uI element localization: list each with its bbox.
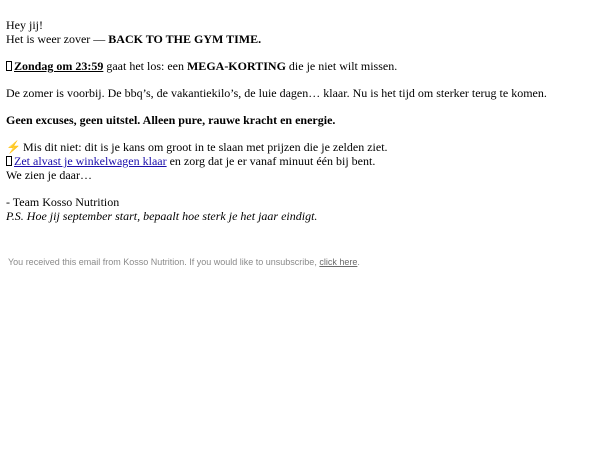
see-you: We zien je daar… xyxy=(6,168,92,182)
signature: - Team Kosso Nutrition xyxy=(6,195,120,209)
summer-text: De zomer is voorbij. De bbq’s, de vakantiekilo’s, de luie dagen… klaar. Nu is het tijd om sterker terug te komen. xyxy=(6,86,547,100)
lightning-icon: ⚡ xyxy=(6,140,21,154)
intro-bold: BACK TO THE GYM TIME. xyxy=(108,32,262,46)
intro-line xyxy=(6,32,594,46)
deadline-day: Zondag om 23:59 xyxy=(14,59,104,73)
postscript xyxy=(6,209,594,223)
email-body xyxy=(6,18,594,223)
missing-glyph-icon xyxy=(6,156,12,166)
deadline-line xyxy=(6,59,594,73)
greeting: Hey jij! xyxy=(6,18,43,32)
no-excuses-text: Geen excuses, geen uitstel. Alleen pure, rauwe kracht en energie. xyxy=(6,113,336,127)
unsubscribe-link[interactable]: click here xyxy=(319,257,358,267)
intro-prefix: Het is weer zover — xyxy=(6,32,106,46)
dont-miss-text: Mis dit niet: dit is je kans om groot in te slaan met prijzen die je zelden ziet. xyxy=(22,140,388,154)
footer-text: You received this email from Kosso Nutrition. If you would like to unsubscribe, xyxy=(8,257,317,267)
cart-suffix: en zorg dat je er vanaf minuut één bij bent. xyxy=(169,154,376,168)
cart-line xyxy=(6,154,594,168)
deadline-suffix: die je niet wilt missen. xyxy=(288,59,398,73)
footer-end: . xyxy=(357,257,360,267)
deadline-mid: gaat het los: een xyxy=(106,59,184,73)
missing-glyph-icon xyxy=(6,61,12,71)
postscript-text: P.S. Hoe jij september start, bepaalt hoe sterk je het jaar eindigt. xyxy=(6,209,318,223)
unsubscribe-footer xyxy=(8,257,360,267)
deadline-bold: MEGA-KORTING xyxy=(186,59,286,73)
cart-link[interactable]: Zet alvast je winkelwagen klaar xyxy=(14,154,167,168)
dont-miss-line xyxy=(6,140,594,154)
no-excuses xyxy=(6,113,594,127)
